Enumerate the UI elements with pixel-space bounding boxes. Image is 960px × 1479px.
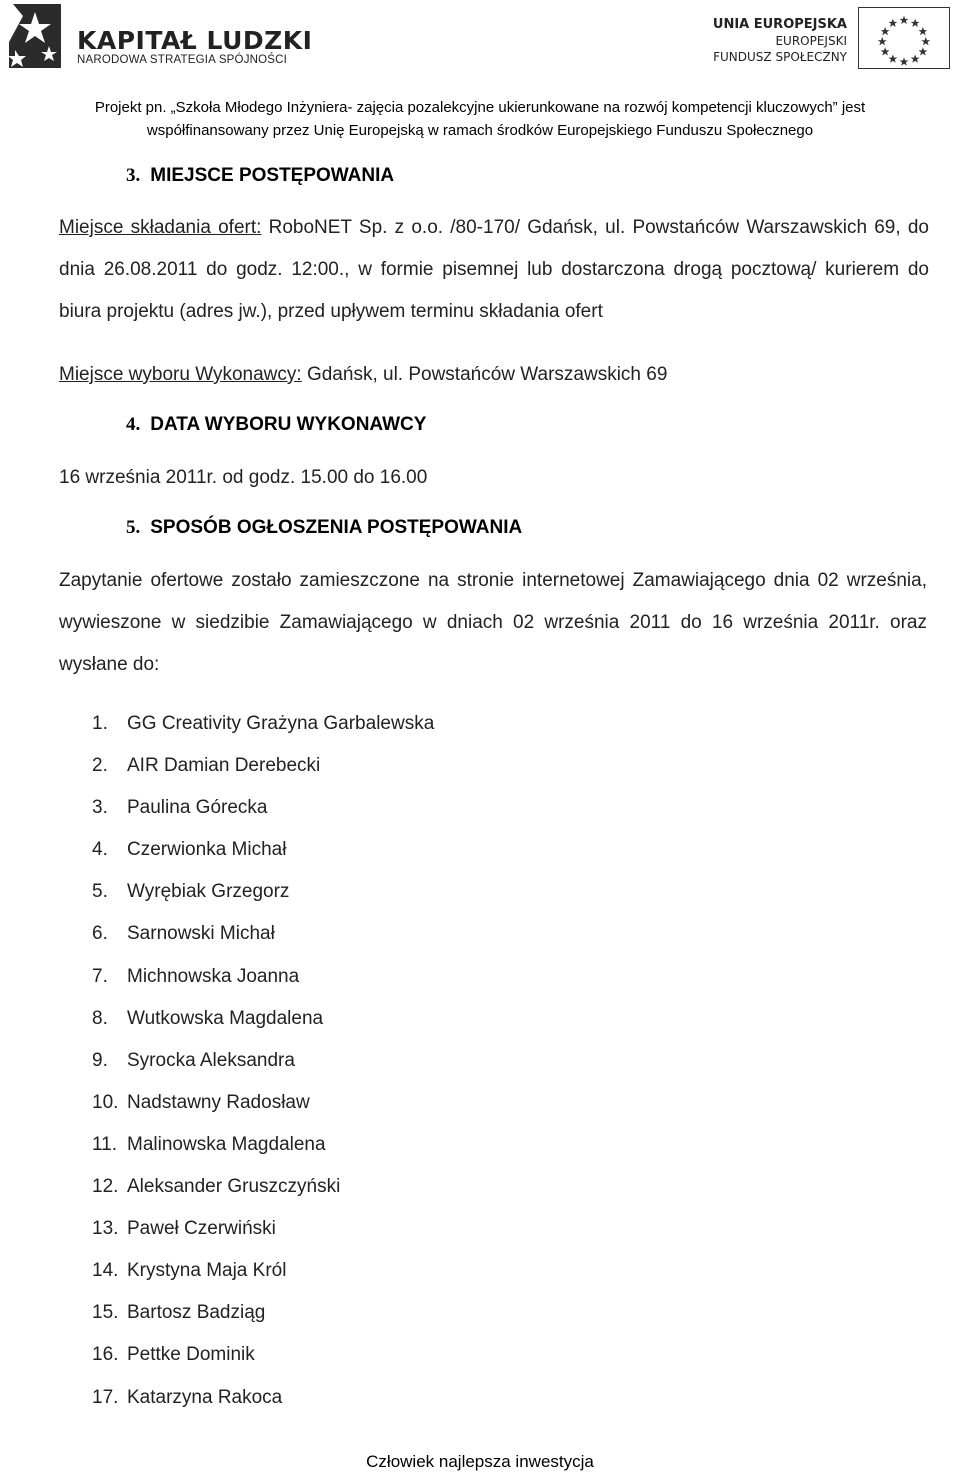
- list-item: 16. Pettke Dominik: [92, 1344, 255, 1366]
- kapital-ludzki-logo: [5, 2, 313, 74]
- project-line2: współfinansowany przez Unię Europejską w ramach środków Europejskiego Funduszu Społecznego: [146, 122, 814, 139]
- project-info: [0, 96, 960, 142]
- eu-line2: EUROPEJSKI: [775, 34, 847, 48]
- section3-choice-text: Gdańsk, ul. Powstańców Warszawskich 69: [301, 364, 668, 385]
- eu-line1: UNIA EUROPEJSKA: [712, 17, 847, 32]
- section3-number: 3.: [126, 165, 141, 186]
- list-item: 3. Paulina Górecka: [92, 797, 268, 819]
- section4-title: DATA WYBORU WYKONAWCY: [150, 414, 427, 435]
- section3-offers-text: RoboNET Sp. z o.o. /80-170/ Gdańsk, ul. Powstańców Warszawskich 69, do dnia 26.08.2011 do godz. 12:00., w formie pisemnej lub dostarczona drogą pocztową/ kurierem do biura projektu (adres jw.), przed upływem terminu składania ofert: [59, 217, 929, 322]
- list-item: 9. Syrocka Aleksandra: [92, 1049, 295, 1071]
- kapital-ludzki-title: KAPITAŁ LUDZKI: [77, 26, 313, 55]
- section5-heading: [126, 517, 522, 539]
- list-item: 14. Krystyna Maja Król: [92, 1260, 287, 1282]
- list-item: 17. Katarzyna Rakoca: [92, 1386, 283, 1408]
- section4-heading: [126, 414, 426, 436]
- eu-logo-text: [713, 17, 847, 65]
- section3-offers-label: Miejsce składania ofert:: [59, 217, 262, 238]
- section5-title: SPOSÓB OGŁOSZENIA POSTĘPOWANIA: [150, 517, 523, 538]
- section3-title: MIEJSCE POSTĘPOWANIA: [150, 165, 395, 186]
- section3-choice-paragraph: [59, 354, 929, 396]
- list-item: 15. Bartosz Badziąg: [92, 1302, 266, 1324]
- kapital-ludzki-mark-icon: [5, 2, 65, 70]
- section4-number: 4.: [126, 414, 141, 435]
- section3-choice-label: Miejsce wyboru Wykonawcy:: [59, 364, 302, 385]
- list-item: 13. Paweł Czerwiński: [92, 1218, 276, 1240]
- eu-flag-icon: [858, 7, 950, 69]
- section5-text: Zapytanie ofertowe zostało zamieszczone na stronie internetowej Zamawiającego dnia 02 września, wywieszone w siedzibie Zamawiającego w dniach 02 września 2011 do 16 września 2011r. oraz wysłane do:: [59, 570, 927, 675]
- list-item: 4. Czerwionka Michał: [92, 839, 287, 861]
- list-item: 5. Wyrębiak Grzegorz: [92, 881, 290, 903]
- page-footer: Człowiek najlepsza inwestycja: [366, 1452, 594, 1471]
- section5-number: 5.: [126, 517, 141, 538]
- section3-heading: [126, 165, 394, 187]
- list-item: 10. Nadstawny Radosław: [92, 1091, 310, 1113]
- list-item: 2. AIR Damian Derebecki: [92, 755, 321, 777]
- list-item: 12. Aleksander Gruszczyński: [92, 1176, 341, 1198]
- recipients-list: [92, 703, 434, 1419]
- list-item: 1. GG Creativity Grażyna Garbalewska: [92, 713, 435, 734]
- list-item: 6. Sarnowski Michał: [92, 923, 275, 945]
- section3-offers-paragraph: [59, 207, 929, 333]
- list-item: 11. Malinowska Magdalena: [92, 1133, 326, 1155]
- kapital-ludzki-subtitle: NARODOWA STRATEGIA SPÓJNOŚCI: [77, 54, 288, 66]
- eu-line3: FUNDUSZ SPOŁECZNY: [713, 50, 847, 64]
- section4-text: 16 września 2011r. od godz. 15.00 do 16.00: [59, 467, 428, 488]
- list-item: 8. Wutkowska Magdalena: [92, 1007, 324, 1029]
- list-item: 7. Michnowska Joanna: [92, 965, 300, 987]
- project-line1: Projekt pn. „Szkoła Młodego Inżyniera- zajęcia pozalekcyjne ukierunkowane na rozwój kompetencji kluczowych” jest: [94, 99, 866, 116]
